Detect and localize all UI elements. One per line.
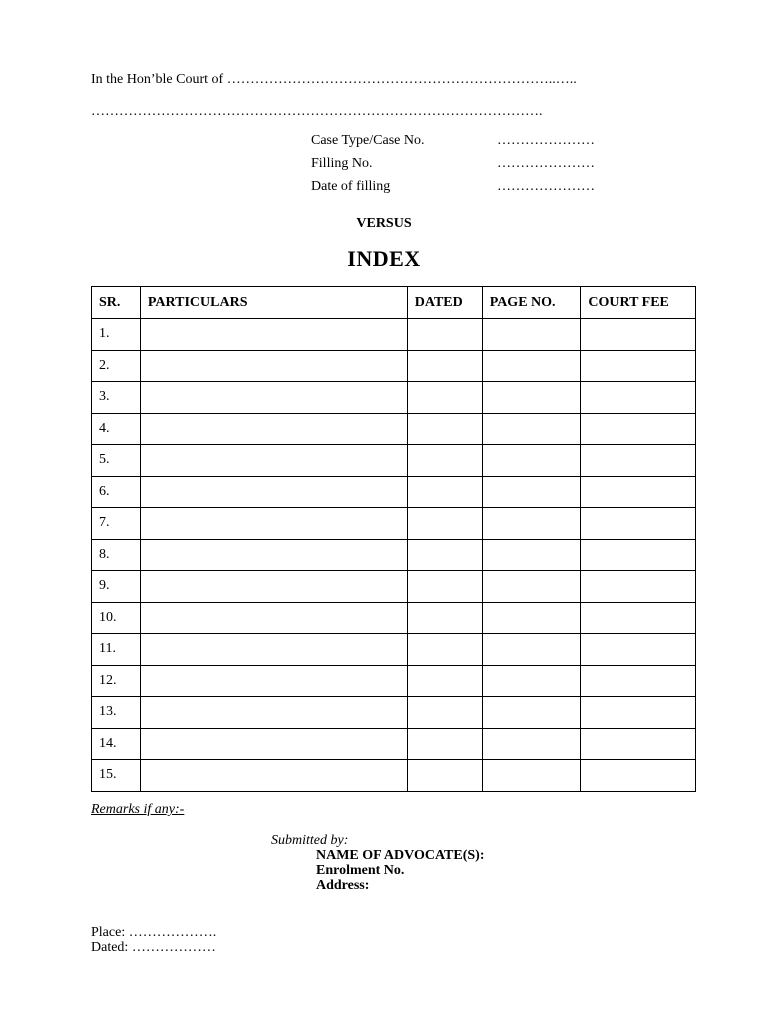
header-court-fee: COURT FEE <box>581 287 696 319</box>
court-dots-line: ……………………………………………………………………………………. <box>91 104 543 119</box>
table-row <box>92 602 696 634</box>
table-row <box>92 382 696 414</box>
table-row <box>92 508 696 540</box>
row-dated <box>407 476 482 508</box>
header-page-no: PAGE NO. <box>482 287 581 319</box>
row-particulars <box>140 319 407 351</box>
row-dated <box>407 508 482 540</box>
date-of-filling-value: ………………… <box>497 179 595 194</box>
row-court-fee <box>581 413 696 445</box>
row-dated <box>407 319 482 351</box>
table-row <box>92 665 696 697</box>
row-sr: 5. <box>92 445 141 477</box>
case-type-value: ………………… <box>497 133 595 148</box>
advocate-name-label: NAME OF ADVOCATE(S): <box>316 848 485 863</box>
row-page-no <box>482 350 581 382</box>
row-particulars <box>140 413 407 445</box>
row-court-fee <box>581 602 696 634</box>
header-particulars: PARTICULARS <box>140 287 407 319</box>
row-court-fee <box>581 665 696 697</box>
table-row <box>92 350 696 382</box>
row-particulars <box>140 571 407 603</box>
row-page-no <box>482 760 581 792</box>
row-particulars <box>140 350 407 382</box>
row-sr: 1. <box>92 319 141 351</box>
row-court-fee <box>581 634 696 666</box>
row-sr: 13. <box>92 697 141 729</box>
row-sr: 3. <box>92 382 141 414</box>
row-sr: 10. <box>92 602 141 634</box>
submitted-by-label: Submitted by: <box>271 833 349 848</box>
row-particulars <box>140 634 407 666</box>
row-page-no <box>482 413 581 445</box>
table-row <box>92 697 696 729</box>
table-row <box>92 445 696 477</box>
row-page-no <box>482 697 581 729</box>
row-page-no <box>482 571 581 603</box>
row-sr: 11. <box>92 634 141 666</box>
row-dated <box>407 382 482 414</box>
row-court-fee <box>581 539 696 571</box>
row-dated <box>407 634 482 666</box>
row-particulars <box>140 476 407 508</box>
row-page-no <box>482 539 581 571</box>
table-row <box>92 571 696 603</box>
row-page-no <box>482 476 581 508</box>
row-sr: 2. <box>92 350 141 382</box>
row-particulars <box>140 602 407 634</box>
row-particulars <box>140 508 407 540</box>
place-field: Place: ………………. <box>91 925 217 940</box>
row-particulars <box>140 539 407 571</box>
dated-field: Dated: ……………… <box>91 940 216 955</box>
header-dated: DATED <box>407 287 482 319</box>
row-page-no <box>482 728 581 760</box>
header-sr: SR. <box>92 287 141 319</box>
row-court-fee <box>581 445 696 477</box>
row-court-fee <box>581 350 696 382</box>
row-page-no <box>482 445 581 477</box>
row-dated <box>407 665 482 697</box>
row-court-fee <box>581 728 696 760</box>
address-label: Address: <box>316 878 370 893</box>
versus-heading: VERSUS <box>356 216 412 231</box>
row-particulars <box>140 382 407 414</box>
date-of-filling-label: Date of filling <box>311 179 391 194</box>
row-dated <box>407 571 482 603</box>
row-sr: 9. <box>92 571 141 603</box>
row-dated <box>407 350 482 382</box>
row-sr: 6. <box>92 476 141 508</box>
row-sr: 4. <box>92 413 141 445</box>
row-court-fee <box>581 476 696 508</box>
table-row <box>92 476 696 508</box>
row-sr: 7. <box>92 508 141 540</box>
table-row <box>92 634 696 666</box>
row-court-fee <box>581 760 696 792</box>
table-header-row <box>92 287 696 319</box>
row-page-no <box>482 508 581 540</box>
row-particulars <box>140 445 407 477</box>
table-row <box>92 728 696 760</box>
row-particulars <box>140 665 407 697</box>
row-page-no <box>482 634 581 666</box>
enrolment-label: Enrolment No. <box>316 863 405 878</box>
row-page-no <box>482 665 581 697</box>
row-dated <box>407 602 482 634</box>
row-page-no <box>482 382 581 414</box>
table-row <box>92 319 696 351</box>
row-court-fee <box>581 571 696 603</box>
table-row <box>92 539 696 571</box>
case-type-label: Case Type/Case No. <box>311 133 425 148</box>
filling-no-label: Filling No. <box>311 156 373 171</box>
court-line: In the Hon’ble Court of ……………………………………………………………..….. <box>91 72 577 87</box>
index-table <box>91 286 696 792</box>
filling-no-value: ………………… <box>497 156 595 171</box>
row-page-no <box>482 319 581 351</box>
row-page-no <box>482 602 581 634</box>
row-sr: 8. <box>92 539 141 571</box>
row-court-fee <box>581 697 696 729</box>
row-sr: 14. <box>92 728 141 760</box>
row-dated <box>407 413 482 445</box>
remarks-label: Remarks if any:- <box>91 802 185 817</box>
row-court-fee <box>581 508 696 540</box>
row-dated <box>407 697 482 729</box>
row-dated <box>407 760 482 792</box>
row-particulars <box>140 760 407 792</box>
index-title: INDEX <box>347 246 421 271</box>
row-sr: 15. <box>92 760 141 792</box>
table-row <box>92 413 696 445</box>
row-dated <box>407 539 482 571</box>
row-sr: 12. <box>92 665 141 697</box>
row-dated <box>407 445 482 477</box>
row-particulars <box>140 697 407 729</box>
table-row <box>92 760 696 792</box>
row-dated <box>407 728 482 760</box>
row-court-fee <box>581 382 696 414</box>
row-court-fee <box>581 319 696 351</box>
row-particulars <box>140 728 407 760</box>
